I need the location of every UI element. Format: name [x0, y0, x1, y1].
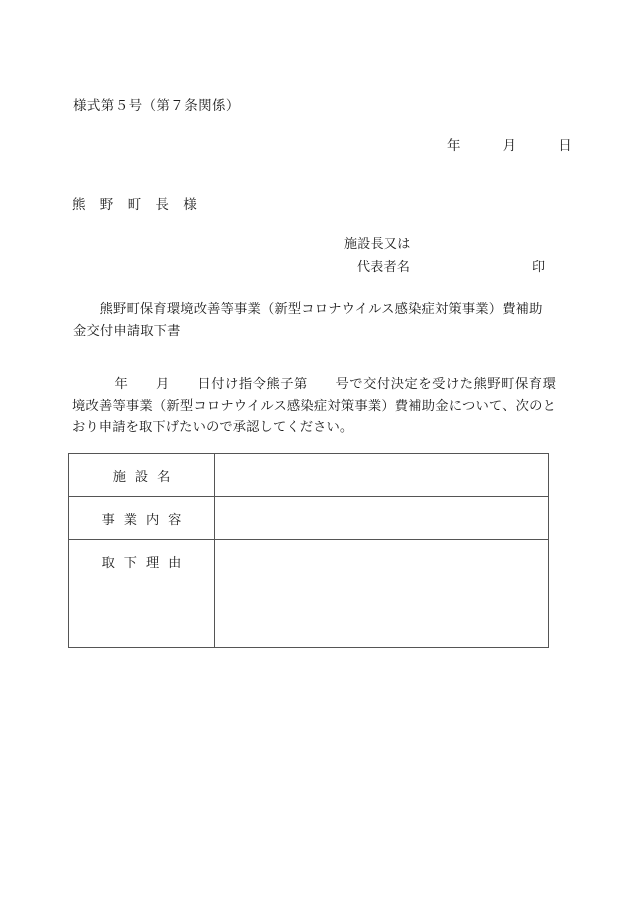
- table-row: [69, 540, 549, 648]
- form-number: 様式第５号（第７条関係）: [73, 98, 240, 113]
- table-row: [69, 497, 549, 540]
- document-title: 熊野町保育環境改善等事業（新型コロナウイルス感染症対策事業）費補助金交付申請取下書: [73, 301, 543, 338]
- row-value-facility-name[interactable]: [215, 454, 549, 497]
- row-value-business-content[interactable]: [215, 497, 549, 540]
- row-value-withdrawal-reason[interactable]: [215, 540, 549, 648]
- signer-role-label: 施設長又は: [344, 236, 411, 251]
- date-line: 年 月 日: [447, 138, 573, 153]
- application-table: [68, 453, 549, 648]
- body-paragraph: 年 月 日付け指令熊子第 号で交付決定を受けた熊野町保育環境改善等事業（新型コロナウイルス感染症対策事業）費補助金について、次のとおり申請を取下げたいので承認してください。: [72, 376, 556, 434]
- row-label-withdrawal-reason: 取下理由: [69, 540, 215, 648]
- addressee-line: 熊 野 町 長 様: [72, 197, 198, 212]
- signer-name-row: [344, 256, 554, 275]
- row-label-facility-name: 施設名: [69, 454, 215, 497]
- row-label-business-content: 事業内容: [69, 497, 215, 540]
- signer-block: [344, 233, 554, 275]
- signer-name-label: 代表者名: [357, 259, 411, 274]
- table-row: [69, 454, 549, 497]
- seal-mark: 印: [532, 259, 546, 274]
